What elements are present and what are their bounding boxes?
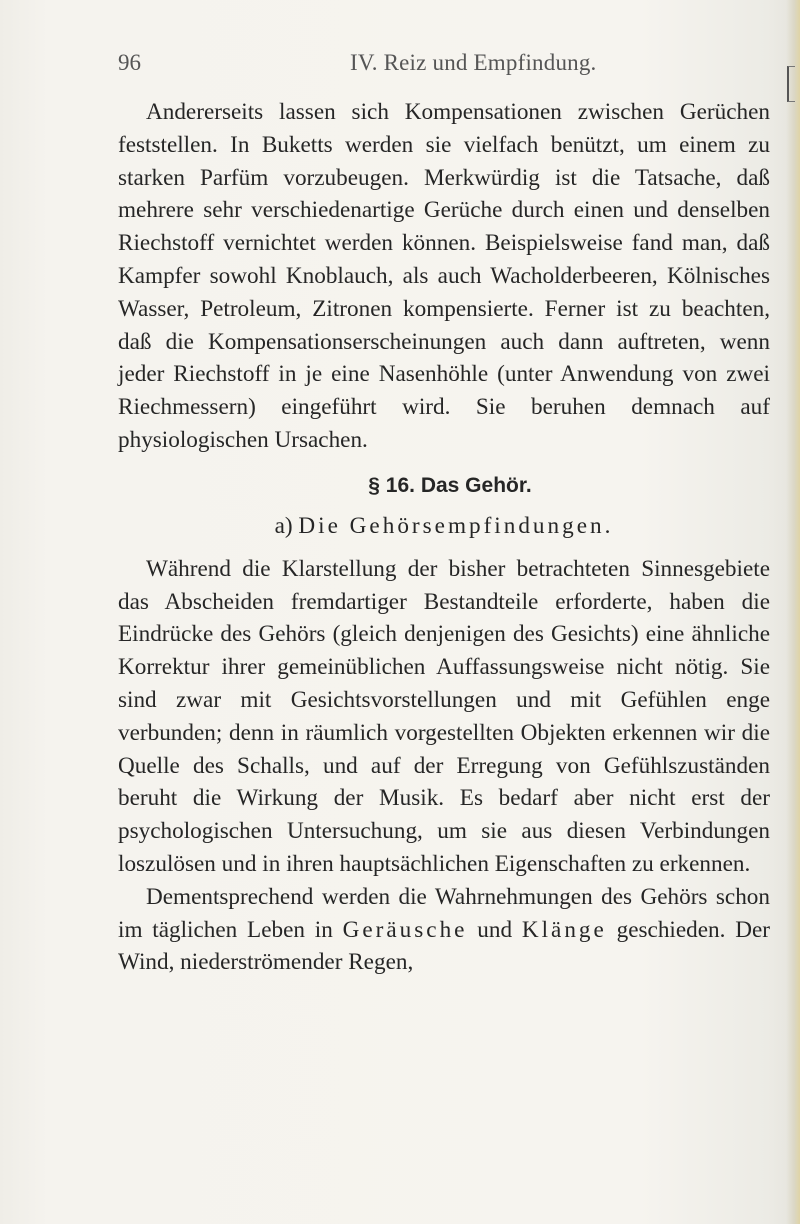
paragraph-sounds-start: Dementsprechend werden die Wahrnehmungen des Gehörs schon im täglichen Leben in — [118, 883, 770, 943]
paragraph-hearing: Während die Klarstellung der bisher betrachteten Sinnesgebiete das Abscheiden fremdartiger Bestandteile erforderte, haben die Eindrücke des Gehörs (gleich denjenigen des Gesichts) eine ähnliche Korrektur ihrer gemeinüblichen Auffassungsweise nicht nötig. Sie sind zwar mit Gesichtsvorstellungen und mit Gefühlen enge verbunden; denn in räumlich vorgestellten Objekten erkennen wir die Quelle des Schalls, und auf der Erregung von Gefühlszuständen beruht die Wirkung der Musik. Es bedarf aber nicht erst der psychologischen Untersuchung, um sie aus diesen Verbindungen loszulösen und in ihren hauptsächlichen Eigenschaften zu erkennen. — [118, 555, 770, 877]
paragraph-sounds-end: geschieden. Der Wind, niederströmender Regen, — [118, 916, 770, 976]
subsection-label: a) — [274, 512, 293, 539]
subsection-title: Die Gehörsempfindungen. — [298, 512, 614, 539]
paragraph-compensation: Andererseits lassen sich Kompensationen zwischen Gerüchen feststellen. In Buketts werden sie vielfach benützt, um einem zu starken Parfüm vorzubeugen. Merkwürdig ist die Tatsache, daß mehrere sehr verschiedenartige Gerüche durch einen und denselben Riechstoff vernichtet werden können. Beispielsweise fand man, daß Kampfer sowohl Knoblauch, als auch Wacholderbeeren, Kölnisches Wasser, Petroleum, Zitronen kompensierte. Ferner ist zu beachten, daß die Kompensationserscheinungen auch dann auftreten, wenn jeder Riechstoff in je eine Nasenhöhle (unter Anwendung von zwei Riechmessern) eingeführt wird. Sie beruhen demnach auf physiologischen Ursachen. — [118, 99, 770, 453]
page-edge-shadow — [786, 0, 800, 1224]
chapter-title: IV. Reiz und Empfindung. — [350, 50, 597, 75]
subsection-heading — [118, 509, 770, 543]
paragraph-sounds — [118, 881, 770, 979]
term-geraeusche: Geräusche — [342, 916, 468, 943]
running-head — [0, 50, 800, 82]
page-number: 96 — [118, 50, 141, 75]
term-klaenge: Klänge — [521, 916, 607, 943]
body-text — [118, 96, 770, 979]
section-heading: § 16. Das Gehör. — [368, 473, 532, 497]
paragraph-sounds-und: und — [477, 916, 513, 943]
